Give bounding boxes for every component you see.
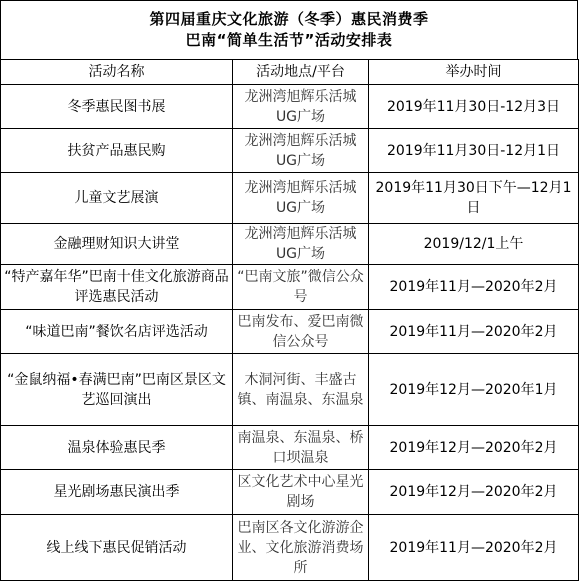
cell-location: 龙洲湾旭辉乐活城UG广场	[233, 173, 369, 224]
cell-activity-name: 扶贫产品惠民购	[1, 129, 233, 173]
schedule-table	[0, 59, 579, 581]
table-row	[1, 470, 579, 515]
cell-time: 2019年11月—2020年2月	[369, 515, 579, 581]
cell-location: 南温泉、东温泉、桥口坝温泉	[233, 426, 369, 470]
cell-activity-name: 金融理财知识大讲堂	[1, 224, 233, 265]
cell-location: 龙洲湾旭辉乐活城UG广场	[233, 224, 369, 265]
cell-time: 2019年11月30日-12月3日	[369, 85, 579, 129]
table-row	[1, 354, 579, 426]
cell-time: 2019年11月—2020年2月	[369, 310, 579, 354]
table-row	[1, 310, 579, 354]
cell-time: 2019年12月—2020年1月	[369, 354, 579, 426]
table-row	[1, 265, 579, 310]
cell-time: 2019年12月—2020年2月	[369, 426, 579, 470]
cell-time: 2019年11月30日-12月1日	[369, 129, 579, 173]
table-row	[1, 515, 579, 581]
cell-activity-name: “味道巴南”餐饮名店评选活动	[1, 310, 233, 354]
cell-activity-name: “特产嘉年华”巴南十佳文化旅游商品评选惠民活动	[1, 265, 233, 310]
cell-location: 龙洲湾旭辉乐活城UG广场	[233, 129, 369, 173]
cell-activity-name: 冬季惠民图书展	[1, 85, 233, 129]
cell-time: 2019年11月30日下午—12月1日	[369, 173, 579, 224]
cell-location: “巴南文旅”微信公众号	[233, 265, 369, 310]
cell-activity-name: 线上线下惠民促销活动	[1, 515, 233, 581]
cell-time: 2019/12/1上午	[369, 224, 579, 265]
cell-activity-name: 星光剧场惠民演出季	[1, 470, 233, 515]
header-activity-name: 活动名称	[1, 60, 233, 85]
table-row	[1, 129, 579, 173]
cell-location: 巴南区各文化游游企业、文化旅游消费场所	[233, 515, 369, 581]
table-header-row	[1, 60, 579, 85]
document-title-line-2: 巴南“简单生活节”活动安排表	[185, 31, 393, 49]
table-row	[1, 224, 579, 265]
cell-activity-name: 儿童文艺展演	[1, 173, 233, 224]
cell-activity-name: 温泉体验惠民季	[1, 426, 233, 470]
header-time: 举办时间	[369, 60, 579, 85]
cell-time: 2019年12月—2020年2月	[369, 470, 579, 515]
cell-activity-name: “金鼠纳福•春满巴南”巴南区景区文艺巡回演出	[1, 354, 233, 426]
table-row	[1, 173, 579, 224]
title-block	[0, 0, 578, 59]
cell-location: 巴南发布、爱巴南微信公众号	[233, 310, 369, 354]
cell-location: 区文化艺术中心星光剧场	[233, 470, 369, 515]
cell-time: 2019年11月—2020年2月	[369, 265, 579, 310]
table-row	[1, 85, 579, 129]
cell-location: 木洞河街、丰盛古镇、南温泉、东温泉	[233, 354, 369, 426]
table-row	[1, 426, 579, 470]
header-location: 活动地点/平台	[233, 60, 369, 85]
document-title-line-1: 第四届重庆文化旅游（冬季）惠民消费季	[149, 10, 429, 28]
cell-location: 龙洲湾旭辉乐活城UG广场	[233, 85, 369, 129]
